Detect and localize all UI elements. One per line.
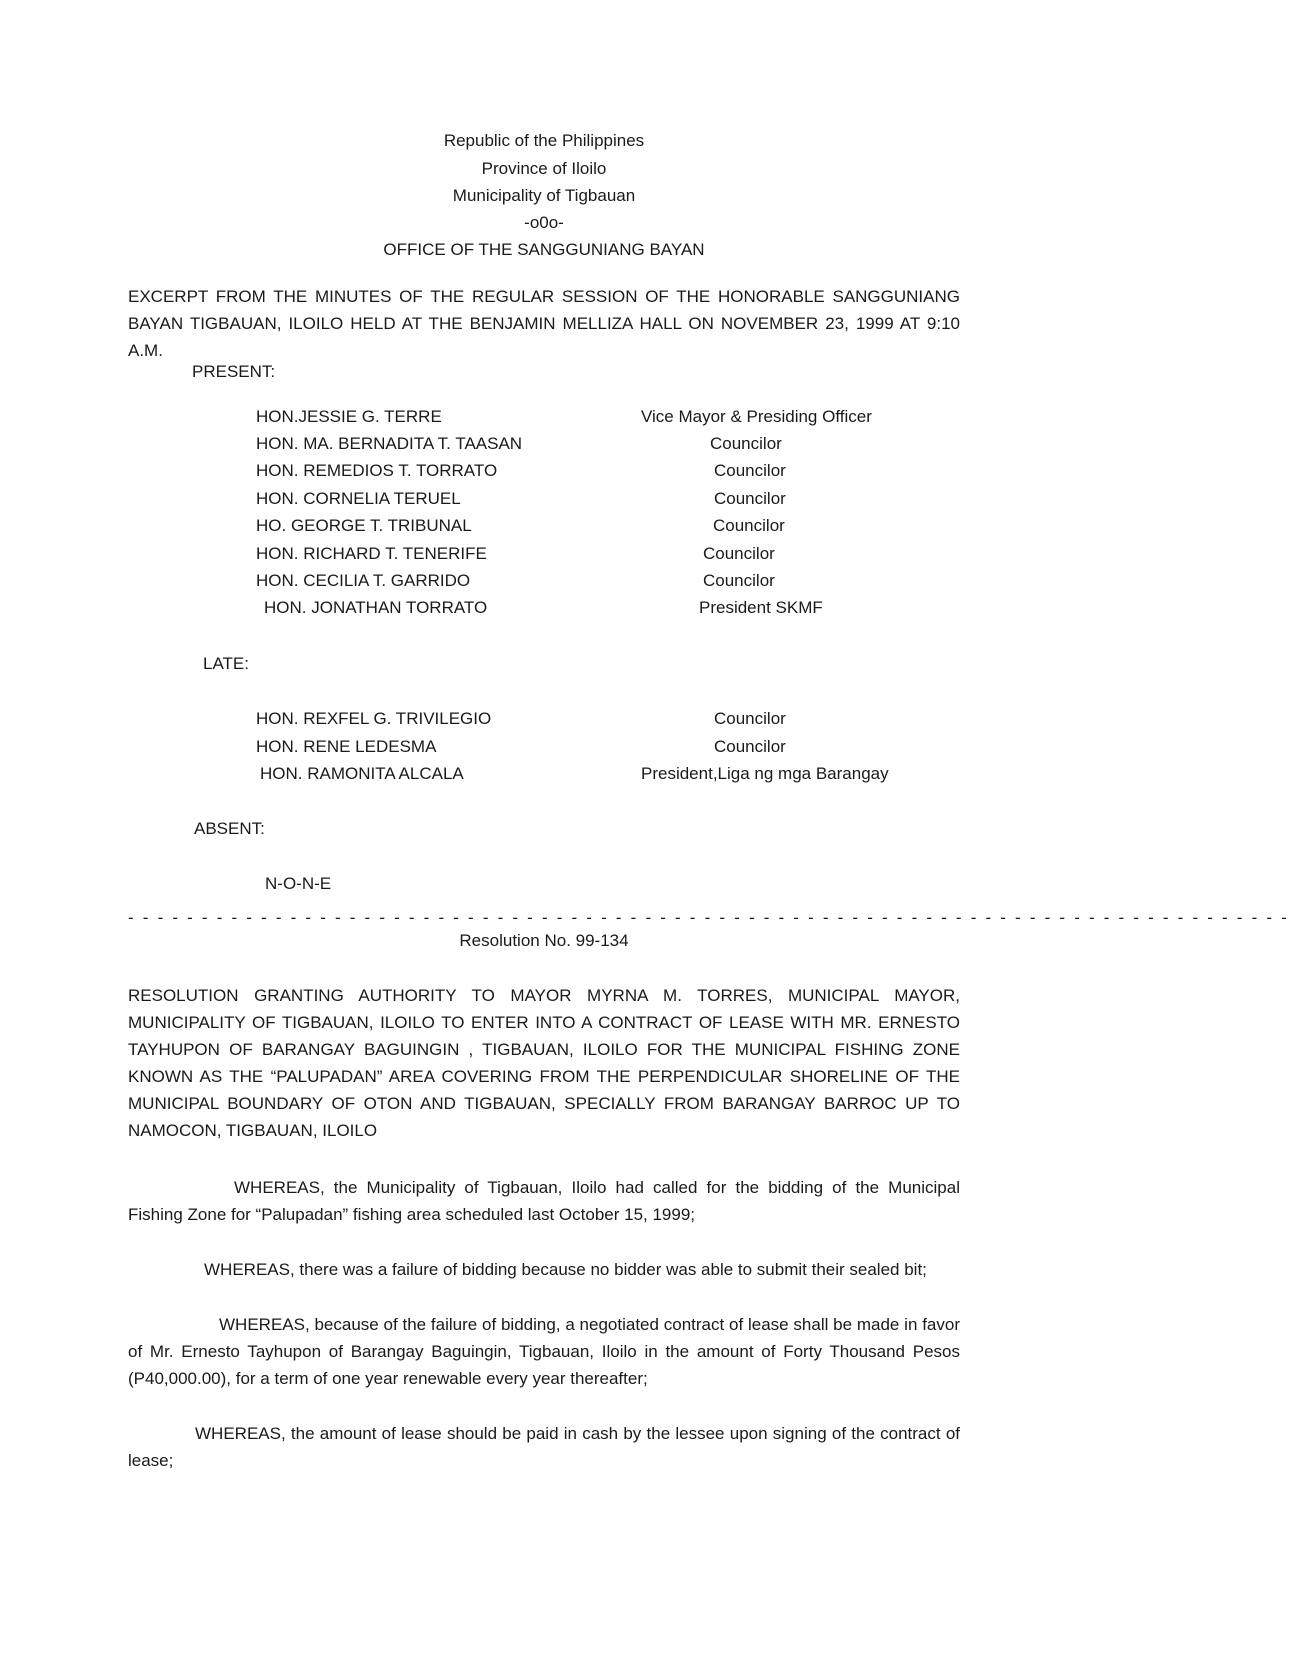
- member-name: HON. CORNELIA TERUEL: [256, 489, 461, 508]
- whereas-clause: WHEREAS, the amount of lease should be paid in cash by the lessee upon signing of the contract of lease;: [128, 1424, 960, 1470]
- member-name: HON. CECILIA T. GARRIDO: [256, 571, 471, 590]
- whereas-clause: WHEREAS, because of the failure of bidding, a negotiated contract of lease shall be made in favor of Mr. Ernesto Tayhupon of Barangay Baguingin, Tigbauan, Iloilo in the amount of Forty Thousand Pesos (P40,000.00), for a term of one year renewable every year thereafter;: [128, 1315, 960, 1388]
- whereas-clause: WHEREAS, there was a failure of bidding because no bidder was able to submit their sealed bit;: [204, 1260, 927, 1279]
- member-position: Councilor: [703, 571, 775, 590]
- member-position: Councilor: [714, 737, 786, 756]
- member-position: Councilor: [714, 709, 786, 728]
- member-position: Councilor: [713, 516, 785, 535]
- absent-value: N-O-N-E: [265, 874, 332, 893]
- member-name: HON. RICHARD T. TENERIFE: [256, 544, 487, 563]
- member-position: Vice Mayor & Presiding Officer: [641, 407, 872, 426]
- member-name: HON. RAMONITA ALCALA: [260, 764, 464, 783]
- resolution-number: Resolution No. 99-134: [459, 931, 629, 950]
- member-name: HO. GEORGE T. TRIBUNAL: [256, 516, 472, 535]
- member-name: HON. REXFEL G. TRIVILEGIO: [256, 709, 492, 728]
- member-position: Councilor: [714, 461, 786, 480]
- header-ornament: -o0o-: [524, 213, 564, 232]
- header-office: OFFICE OF THE SANGGUNIANG BAYAN: [383, 240, 705, 259]
- header-municipality: Municipality of Tigbauan: [452, 186, 636, 205]
- dashed-separator: - - - - - - - - - - - - - - - - - - - - - - - - - - - - - - - - - - - - - - - - - - - - - - - - - - - - - - - - - - - - - - - - - - - - - - - - - - - - - - -: [128, 908, 1289, 927]
- resolution-title: RESOLUTION GRANTING AUTHORITY TO MAYOR MYRNA M. TORRES, MUNICIPAL MAYOR, MUNICIPALITY OF TIGBAUAN, ILOILO TO ENTER INTO A CONTRACT OF LEASE WITH MR. ERNESTO TAYHUPON OF BARANGAY BAGUINGIN , TIGBAUAN, ILOILO FOR THE MUNICIPAL FISHING ZONE KNOWN AS THE “PALUPADAN” AREA COVERING FROM THE PERPENDICULAR SHORELINE OF THE MUNICIPAL BOUNDARY OF OTON AND TIGBAUAN, SPECIALLY FROM BARANGAY BARROC UP TO NAMOCON, TIGBAUAN, ILOILO: [128, 986, 960, 1140]
- header-republic: Republic of the Philippines: [443, 131, 645, 150]
- member-position: President SKMF: [699, 598, 823, 617]
- member-name: HON. RENE LEDESMA: [256, 737, 437, 756]
- member-position: Councilor: [714, 489, 786, 508]
- excerpt-paragraph: EXCERPT FROM THE MINUTES OF THE REGULAR SESSION OF THE HONORABLE SANGGUNIANG BAYAN TIGBAUAN, ILOILO HELD AT THE BENJAMIN MELLIZA HALL ON NOVEMBER 23, 1999 AT 9:10 A.M.: [128, 287, 960, 360]
- absent-label: ABSENT:: [194, 819, 265, 838]
- present-label: PRESENT:: [192, 362, 276, 381]
- header-province: Province of Iloilo: [481, 159, 607, 178]
- member-position: Councilor: [710, 434, 782, 453]
- whereas-clause: WHEREAS, the Municipality of Tigbauan, Iloilo had called for the bidding of the Municipal Fishing Zone for “Palupadan” fishing area scheduled last October 15, 1999;: [128, 1178, 960, 1224]
- member-name: HON.JESSIE G. TERRE: [256, 407, 442, 426]
- late-label: LATE:: [203, 654, 249, 673]
- member-position: Councilor: [703, 544, 775, 563]
- member-name: HON. MA. BERNADITA T. TAASAN: [256, 434, 523, 453]
- member-name: HON. REMEDIOS T. TORRATO: [256, 461, 498, 480]
- member-position: President,Liga ng mga Barangay: [641, 764, 889, 783]
- member-name: HON. JONATHAN TORRATO: [264, 598, 488, 617]
